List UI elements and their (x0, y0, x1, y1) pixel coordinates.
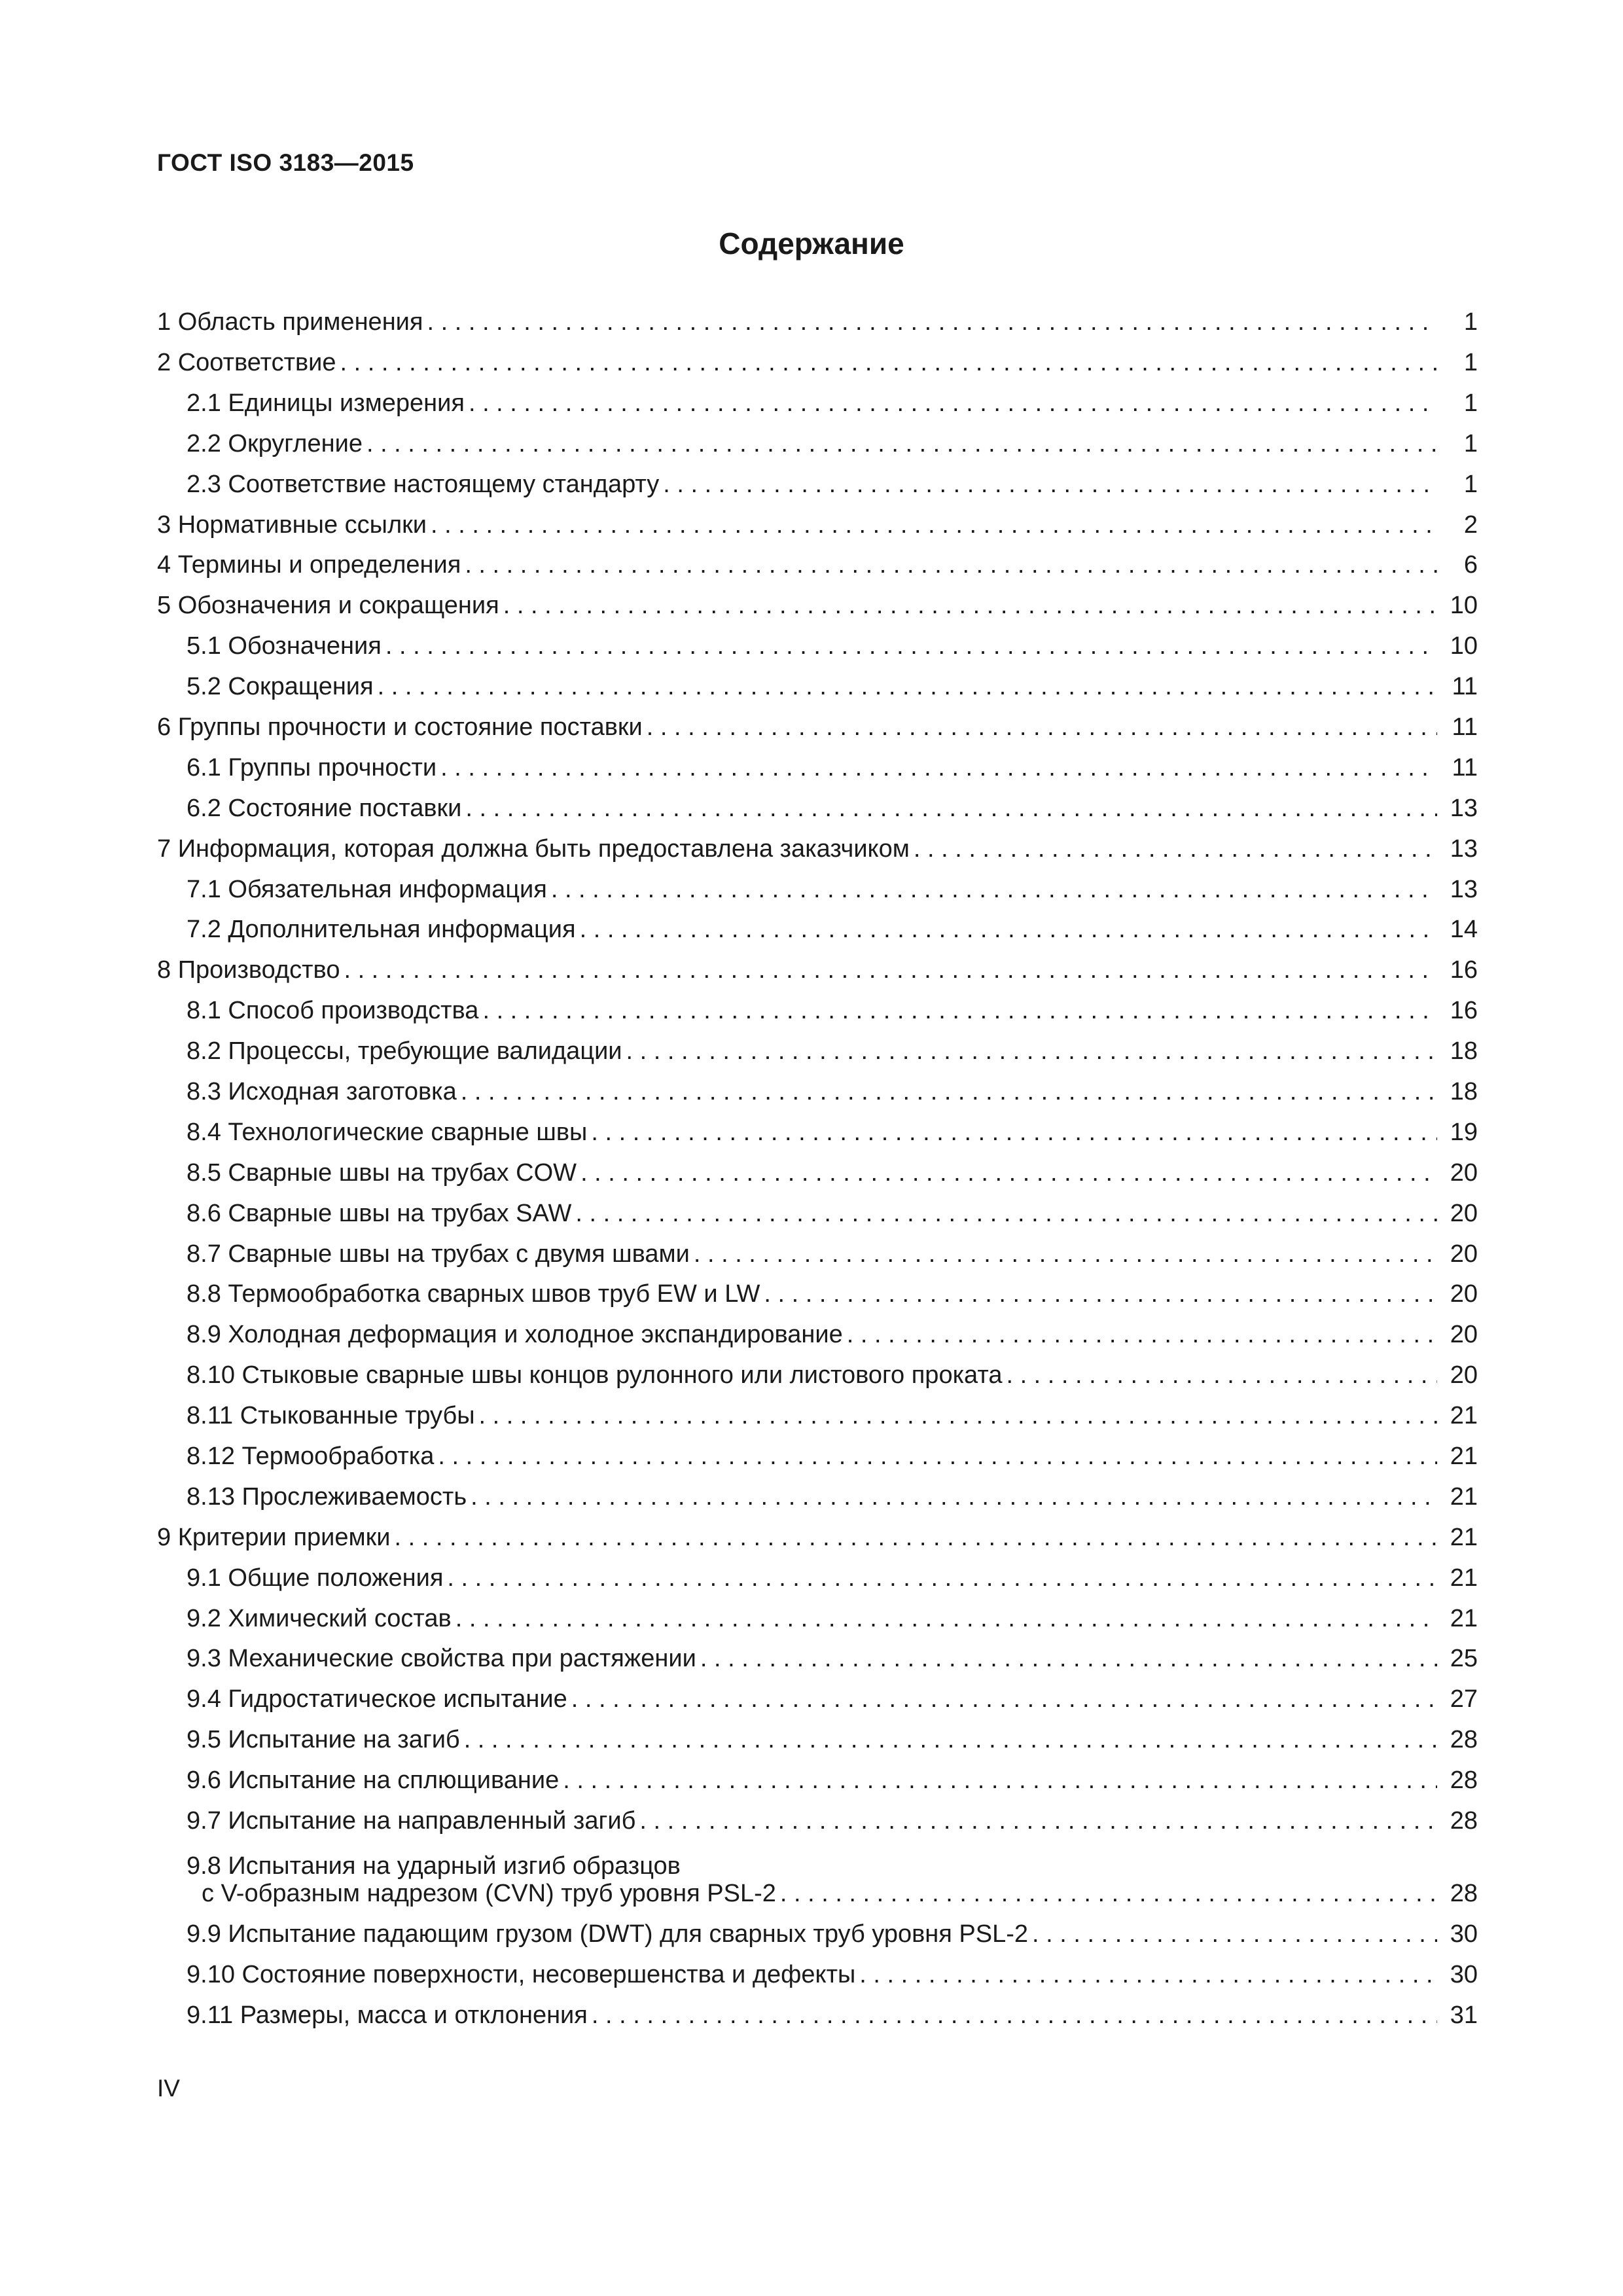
toc-entry[interactable] (157, 1193, 1478, 1233)
toc-entry-title: 6 Группы прочности и состояние поставки (157, 713, 643, 741)
toc-entry-page: 20 (1450, 1361, 1478, 1390)
toc-entry-title: 8.6 Сварные швы на трубах SAW (187, 1199, 572, 1227)
dot-leader (571, 1686, 1437, 1719)
toc-entry-page: 1 (1463, 348, 1478, 376)
dot-leader (447, 1565, 1437, 1598)
dot-leader (700, 1645, 1437, 1678)
toc-entry-title: 9.1 Общие положения (187, 1564, 444, 1592)
toc-entry-title: 5.2 Сокращения (187, 673, 374, 701)
toc-entry-page: 25 (1450, 1645, 1478, 1673)
toc-entry-page: 30 (1450, 1920, 1478, 1948)
dot-leader (563, 1767, 1437, 1800)
toc-entry-title: 9.9 Испытание падающим грузом (DWT) для сварных труб уровня PSL-2 (187, 1920, 1029, 1948)
toc-entry-page: 28 (1450, 1726, 1478, 1754)
toc-entry[interactable] (157, 1557, 1478, 1598)
toc-entry[interactable] (157, 1152, 1478, 1193)
dot-leader (780, 1880, 1437, 1913)
toc-entry[interactable] (157, 544, 1478, 584)
toc-entry-page: 21 (1450, 1482, 1478, 1511)
toc-entry-page: 10 (1450, 592, 1478, 620)
dot-leader (438, 1443, 1437, 1476)
toc-entry[interactable] (157, 706, 1478, 747)
dot-leader (580, 916, 1437, 949)
toc-entry[interactable] (157, 828, 1478, 869)
dot-leader (469, 390, 1437, 423)
toc-entry-title: 8.2 Процессы, требующие валидации (187, 1037, 622, 1066)
dot-leader (1032, 1921, 1437, 1954)
dot-leader (580, 1160, 1437, 1193)
toc-entry[interactable] (157, 1395, 1478, 1435)
toc-entry-page: 10 (1450, 632, 1478, 660)
toc-entry-page: 6 (1463, 551, 1478, 579)
toc-entry[interactable] (157, 1598, 1478, 1638)
toc-entry-page: 20 (1450, 1158, 1478, 1187)
toc-entry-page: 21 (1450, 1402, 1478, 1430)
toc-entry-page: 1 (1463, 470, 1478, 498)
toc-entry[interactable] (157, 1759, 1478, 1800)
dot-leader (427, 309, 1437, 342)
toc-entry-title: 8.4 Технологические сварные швы (187, 1118, 588, 1146)
toc-entry-page: 18 (1450, 1078, 1478, 1106)
toc-entry-page: 21 (1450, 1443, 1478, 1471)
toc-entry-title (157, 1853, 776, 1913)
page-number: IV (157, 2075, 180, 2102)
toc-entry-page: 14 (1450, 916, 1478, 944)
toc-entry-page: 28 (1450, 1807, 1478, 1835)
toc-entry-page: 21 (1450, 1523, 1478, 1551)
toc-entry-page: 18 (1450, 1037, 1478, 1066)
toc-entry-page: 20 (1450, 1199, 1478, 1227)
dot-leader (503, 592, 1437, 625)
dot-leader (591, 1119, 1437, 1152)
toc-entry-page: 19 (1450, 1118, 1478, 1146)
toc-entry-page: 20 (1450, 1321, 1478, 1349)
dot-leader (440, 755, 1437, 787)
toc-entry-title: 9.2 Химический состав (187, 1604, 452, 1632)
toc-entry[interactable] (157, 1111, 1478, 1152)
toc-entry-title: 8.13 Прослеживаемость (187, 1482, 467, 1511)
toc-entry-page: 27 (1450, 1685, 1478, 1713)
toc-entry-title-line: 9.8 Испытания на ударный изгиб образцов (187, 1852, 681, 1880)
toc-entry-title: 8.8 Термообработка сварных швов труб EW и LW (187, 1280, 760, 1308)
toc-entry[interactable] (157, 382, 1478, 423)
toc-entry-title: 8.12 Термообработка (187, 1443, 435, 1471)
toc-entry-title: 8.5 Сварные швы на трубах COW (187, 1158, 577, 1187)
toc-entry[interactable] (157, 908, 1478, 949)
dot-leader (479, 1403, 1437, 1435)
toc-entry-page: 20 (1450, 1240, 1478, 1268)
toc-entry-page: 1 (1463, 308, 1478, 336)
toc-entry-page: 28 (1450, 1767, 1478, 1795)
toc-entry[interactable] (157, 990, 1478, 1030)
toc-entry[interactable] (157, 1273, 1478, 1314)
dot-leader (464, 1727, 1437, 1759)
toc-entry-page: 30 (1450, 1960, 1478, 1988)
toc-entry-title: 2 Соответствие (157, 348, 336, 376)
toc-entry-title: 9.5 Испытание на загиб (187, 1726, 460, 1754)
toc-entry-title: 5.1 Обозначения (187, 632, 382, 660)
dot-leader (455, 1605, 1437, 1638)
toc-entry[interactable] (157, 1516, 1478, 1557)
toc-entry[interactable] (157, 1678, 1478, 1719)
dot-leader (431, 512, 1437, 545)
dot-leader (385, 633, 1437, 666)
toc-entry[interactable] (157, 301, 1478, 342)
toc-entry-title: 9.7 Испытание на направленный загиб (187, 1807, 636, 1835)
toc-entry-title: 8.11 Стыкованные трубы (187, 1402, 475, 1430)
toc-entry[interactable] (157, 747, 1478, 787)
toc-entry-page: 31 (1450, 2001, 1478, 2029)
toc-entry-title: 2.3 Соответствие настоящему стандарту (187, 470, 660, 498)
toc-entry[interactable] (157, 1030, 1478, 1071)
toc-entry-title: 4 Термины и определения (157, 551, 461, 579)
dot-leader (378, 673, 1437, 706)
toc-entry-page: 20 (1450, 1280, 1478, 1308)
toc-entry[interactable] (157, 1994, 1478, 2035)
toc-entry-title: 8 Производство (157, 956, 340, 984)
toc-entry-page: 28 (1450, 1880, 1478, 1908)
toc-entry[interactable] (157, 949, 1478, 990)
toc-entry-title: 7.2 Дополнительная информация (187, 916, 576, 944)
toc-entry-title-continuation: с V-образным надрезом (CVN) труб уровня PSL-2 (202, 1880, 776, 1908)
toc-entry-page: 1 (1463, 429, 1478, 457)
toc-entry[interactable] (157, 1476, 1478, 1516)
toc-entry-title: 9.11 Размеры, масса и отклонения (187, 2001, 588, 2029)
dot-leader (482, 997, 1437, 1030)
toc-entry[interactable] (157, 423, 1478, 463)
toc-entry[interactable] (157, 1314, 1478, 1354)
toc-entry-title: 8.3 Исходная заготовка (187, 1078, 457, 1106)
dot-leader (694, 1241, 1437, 1274)
dot-leader (461, 1079, 1437, 1111)
toc-entry[interactable] (157, 625, 1478, 666)
dot-leader (847, 1321, 1437, 1354)
toc-entry-title: 1 Область применения (157, 308, 423, 336)
toc-entry[interactable] (157, 1840, 1478, 1913)
toc-entry-page: 11 (1452, 673, 1478, 701)
toc-entry-title: 8.9 Холодная деформация и холодное экспандирование (187, 1321, 843, 1349)
toc-entry-title: 3 Нормативные ссылки (157, 511, 427, 539)
toc-entry-title: 6.2 Состояние поставки (187, 794, 462, 822)
toc-entry-title: 9.6 Испытание на сплющивание (187, 1767, 560, 1795)
toc-entry-title: 9 Критерии приемки (157, 1523, 391, 1551)
toc-title: Содержание (719, 226, 904, 260)
dot-leader (764, 1281, 1437, 1314)
toc-entry-page: 16 (1450, 956, 1478, 984)
dot-leader (575, 1200, 1437, 1233)
toc-entry-title: 7 Информация, которая должна быть предоставлена заказчиком (157, 834, 910, 863)
toc-entry[interactable] (157, 342, 1478, 382)
dot-leader (626, 1038, 1437, 1071)
toc-entry-title: 9.3 Механические свойства при растяжении (187, 1645, 696, 1673)
dot-leader (465, 552, 1437, 584)
toc-entry-title: 7.1 Обязательная информация (187, 875, 547, 903)
toc-entry-page: 21 (1450, 1604, 1478, 1632)
toc-entry[interactable] (157, 463, 1478, 504)
toc-entry-page: 21 (1450, 1564, 1478, 1592)
toc-entry[interactable] (157, 1913, 1478, 1954)
toc-entry[interactable] (157, 1071, 1478, 1111)
toc-entry-title: 9.4 Гидростатическое испытание (187, 1685, 567, 1713)
toc-entry-page: 1 (1463, 389, 1478, 417)
toc-entry[interactable] (157, 666, 1478, 706)
toc-entry-page: 13 (1450, 875, 1478, 903)
toc-entry-page: 11 (1452, 713, 1478, 741)
toc-entry[interactable] (157, 1800, 1478, 1840)
toc-entry-title: 2.1 Единицы измерения (187, 389, 465, 417)
toc-entry-page: 11 (1452, 753, 1478, 781)
toc-entry-title: 9.10 Состояние поверхности, несовершенства и дефекты (187, 1960, 856, 1988)
toc-entry[interactable] (157, 1638, 1478, 1678)
toc-entry[interactable] (157, 584, 1478, 625)
dot-leader (914, 836, 1437, 869)
document-code: ГОСТ ISO 3183—2015 (157, 149, 414, 176)
dot-leader (592, 2002, 1437, 2035)
toc-entry-title: 6.1 Группы прочности (187, 753, 437, 781)
dot-leader (340, 350, 1437, 382)
toc-entry[interactable] (157, 787, 1478, 828)
dot-leader (366, 431, 1437, 463)
toc-entry[interactable] (157, 868, 1478, 908)
dot-leader (551, 876, 1437, 909)
dot-leader (647, 714, 1437, 747)
dot-leader (344, 957, 1437, 990)
dot-leader (639, 1808, 1437, 1840)
dot-leader (663, 471, 1437, 504)
toc-entry-page: 13 (1450, 794, 1478, 822)
dot-leader (859, 1962, 1437, 1994)
toc-entry-title: 5 Обозначения и сокращения (157, 592, 499, 620)
toc-entry[interactable] (157, 1354, 1478, 1395)
toc-entry[interactable] (157, 1435, 1478, 1476)
toc-entry-page: 13 (1450, 834, 1478, 863)
dot-leader (465, 795, 1437, 828)
toc-entry-page: 16 (1450, 997, 1478, 1025)
table-of-contents (157, 301, 1478, 2035)
dot-leader (1006, 1362, 1437, 1395)
toc-entry[interactable] (157, 1232, 1478, 1273)
dot-leader (395, 1524, 1438, 1557)
toc-entry[interactable] (157, 1719, 1478, 1759)
toc-entry-title: 8.10 Стыковые сварные швы концов рулонного или листового проката (187, 1361, 1003, 1390)
toc-entry-title: 2.2 Округление (187, 429, 363, 457)
dot-leader (471, 1484, 1437, 1516)
toc-entry-title: 8.7 Сварные швы на трубах с двумя швами (187, 1240, 690, 1268)
toc-entry[interactable] (157, 503, 1478, 544)
toc-entry[interactable] (157, 1954, 1478, 1994)
toc-entry-title: 8.1 Способ производства (187, 997, 479, 1025)
toc-entry-page: 2 (1463, 511, 1478, 539)
